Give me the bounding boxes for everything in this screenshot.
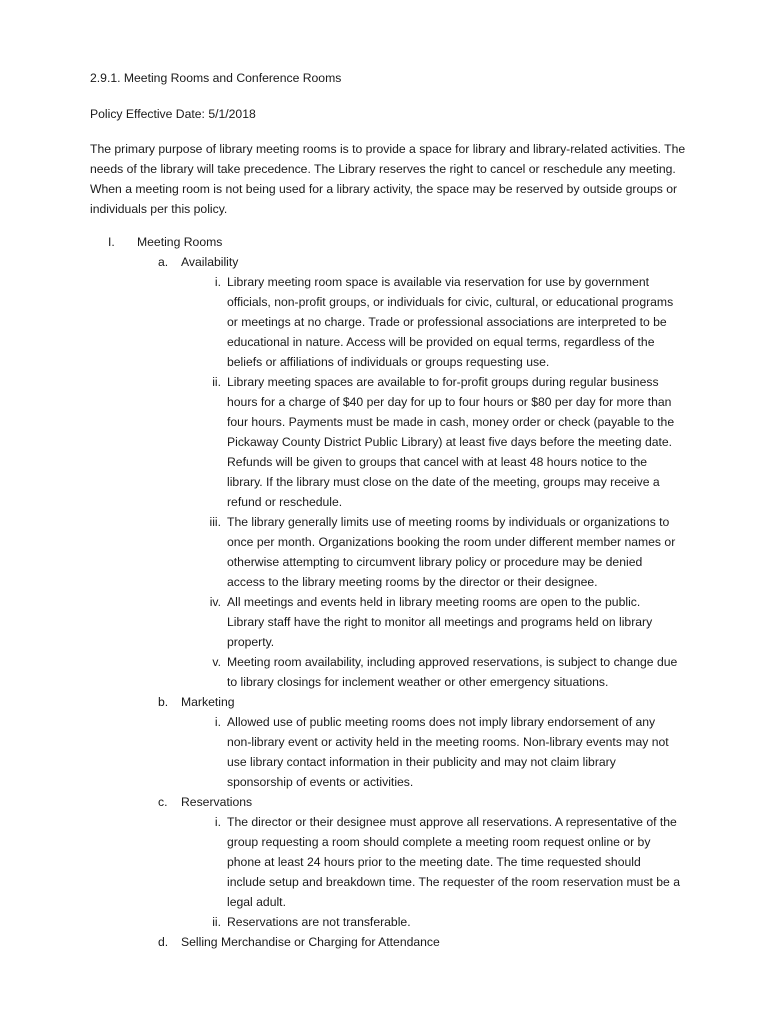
list-item bbox=[90, 712, 690, 792]
item-number: ii. bbox=[212, 375, 221, 389]
section-number: I. bbox=[108, 235, 115, 249]
item-number: i. bbox=[214, 275, 221, 289]
subsection-heading: Reservations bbox=[181, 795, 253, 809]
subsection-selling-merchandise bbox=[90, 932, 690, 952]
subsection-letter: b. bbox=[158, 695, 169, 709]
item-number: v. bbox=[212, 655, 221, 669]
item-text: Library meeting room space is available via reservation for use by government officials, non-profit groups, or individuals for civic, cultural, or educational programs or meetings at no charge. Trade or professional associations are interpreted to be educational in nature. Access will be provided on equal terms, regardless of the beliefs or affiliations of individuals or groups requesting use. bbox=[227, 275, 674, 369]
list-item bbox=[90, 372, 690, 512]
document-page bbox=[90, 68, 690, 952]
item-text: All meetings and events held in library meeting rooms are open to the public. Library staff have the right to monitor all meetings and programs held on library property. bbox=[227, 595, 653, 649]
section-title: Meeting Rooms bbox=[137, 235, 223, 249]
list-item bbox=[90, 652, 690, 692]
item-number: iii. bbox=[209, 515, 221, 529]
subsection-letter: c. bbox=[158, 795, 168, 809]
item-text: The director or their designee must approve all reservations. A representative of the group requesting a room should complete a meeting room request online or by phone at least 24 hours prior to the meeting date. The time requested should include setup and breakdown time. The requester of the room reservation must be a legal adult. bbox=[227, 815, 680, 909]
subsection-marketing bbox=[90, 692, 690, 712]
subsection-heading: Selling Merchandise or Charging for Attendance bbox=[181, 935, 440, 949]
item-text: Meeting room availability, including approved reservations, is subject to change due to library closings for inclement weather or other emergency situations. bbox=[227, 655, 678, 689]
subsection-heading: Availability bbox=[181, 255, 239, 269]
item-number: i. bbox=[214, 815, 221, 829]
item-text: The library generally limits use of meeting rooms by individuals or organizations to once per month. Organizations booking the room under different member names or otherwise attempting to circumvent library policy or procedure may be denied access to the library meeting rooms by the director or their designee. bbox=[227, 515, 676, 589]
subsection-heading: Marketing bbox=[181, 695, 235, 709]
section-meeting-rooms bbox=[90, 232, 690, 952]
subsection-letter: d. bbox=[158, 935, 169, 949]
subsection-reservations bbox=[90, 792, 690, 812]
list-item bbox=[90, 912, 690, 932]
effective-date: Policy Effective Date: 5/1/2018 bbox=[90, 107, 256, 121]
item-number: ii. bbox=[212, 915, 221, 929]
intro-paragraph: The primary purpose of library meeting rooms is to provide a space for library and library-related activities. The needs of the library will take precedence. The Library reserves the right to cancel or reschedule any meeting. When a meeting room is not being used for a library activity, the space may be reserved by outside groups or individuals per this policy. bbox=[90, 142, 686, 216]
item-number: iv. bbox=[209, 595, 221, 609]
item-number: i. bbox=[214, 715, 221, 729]
list-item bbox=[90, 272, 690, 372]
subsection-availability bbox=[90, 252, 690, 272]
item-text: Allowed use of public meeting rooms does not imply library endorsement of any non-library event or activity held in the meeting rooms. Non-library events may not use library contact information in their publicity and may not claim library sponsorship of events or activities. bbox=[227, 715, 669, 789]
item-text: Library meeting spaces are available to for-profit groups during regular business hours for a charge of $40 per day for up to four hours or $80 per day for more than four hours. Payments must be made in cash, money order or check (payable to the Pickaway County District Public Library) at least five days before the meeting date. Refunds will be given to groups that cancel with at least 48 hours notice to the library. If the library must close on the date of the meeting, groups may receive a refund or reschedule. bbox=[227, 375, 675, 509]
item-text: Reservations are not transferable. bbox=[227, 915, 411, 929]
document-title: 2.9.1. Meeting Rooms and Conference Rooms bbox=[90, 71, 342, 85]
list-item bbox=[90, 592, 690, 652]
list-item bbox=[90, 512, 690, 592]
subsection-letter: a. bbox=[158, 255, 169, 269]
list-item bbox=[90, 812, 690, 912]
section-heading bbox=[90, 232, 690, 252]
